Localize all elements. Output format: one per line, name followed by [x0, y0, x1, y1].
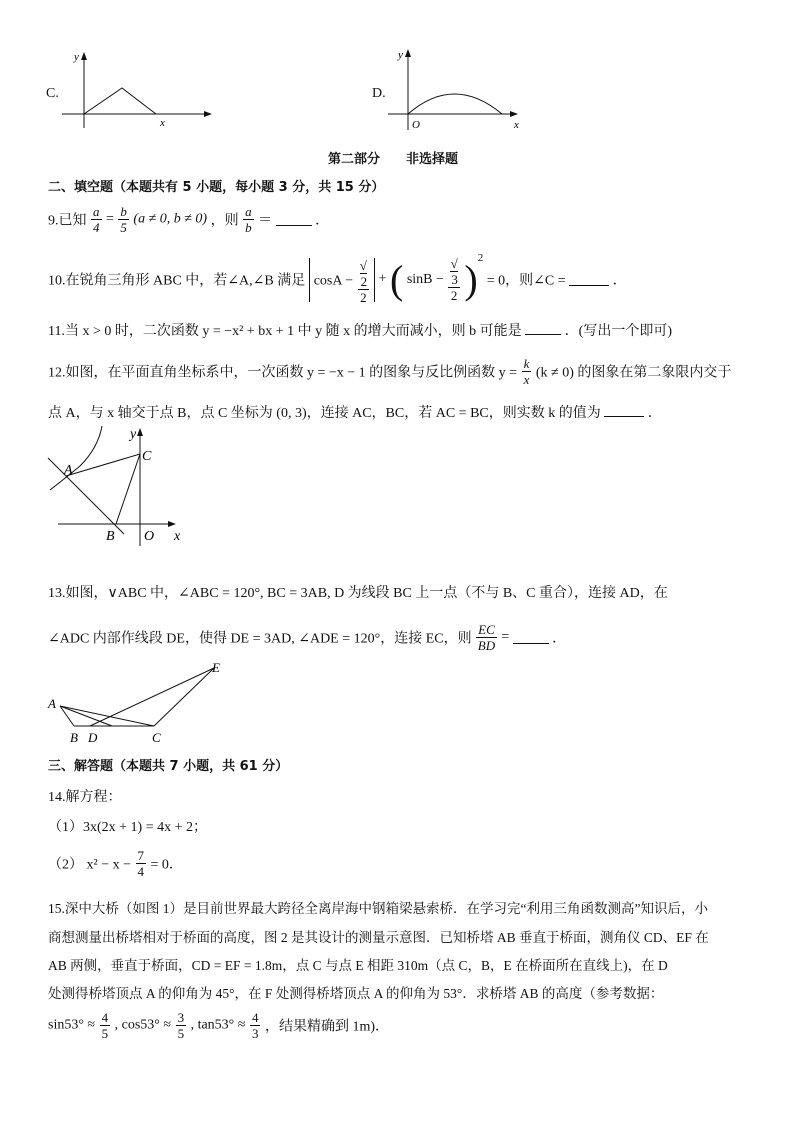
q15-line4: 处测得桥塔顶点 A 的仰角为 45°，在 F 处测得桥塔顶点 A 的仰角为 53°．求桥塔 AB 的高度（参考数据：	[48, 986, 664, 1001]
q9-condition: (a ≠ 0, b ≠ 0)	[133, 211, 208, 227]
point-a-label: A	[64, 463, 73, 478]
q10-paren-expression: sinB − √ 3 2	[406, 256, 458, 303]
part2-title: 第二部分 非选择题	[328, 152, 459, 167]
y-axis-label: y	[398, 49, 403, 61]
q10-prefix: 10.在锐角三角形 ABC 中，若∠A,∠B 满足	[48, 273, 306, 289]
q11-text: 11.当 x > 0 时，二次函数 y = −x² + bx + 1 中 y 随 x 的增大而减小，则 b 可能是	[48, 324, 522, 339]
origin-label: O	[144, 529, 155, 544]
point-c-label: C	[152, 730, 161, 745]
option-c-graph	[60, 50, 220, 130]
q13-line1: 13.如图，∨ABC 中，∠ABC = 120°, BC = 3AB, D 为线段 BC 上一点（不与 B、C 重合），连接 AD，在	[48, 586, 668, 601]
q14-title: 14.解方程：	[48, 790, 122, 805]
q15-frac-3-5: $\frac{3}{5}$	[177, 1010, 185, 1041]
q9-suffix: ＝	[258, 213, 273, 229]
q12-line1b: (k ≠ 0) 的图象在第二象限内交于	[535, 365, 732, 381]
q13-figure	[44, 660, 234, 746]
y-axis-label: y	[130, 427, 137, 442]
q10-suffix: = 0，则∠C =	[486, 273, 566, 289]
q10-answer-blank[interactable]	[569, 273, 609, 286]
q15-frac-4-3: $\frac{4}{3}$	[251, 1010, 259, 1041]
q15-frac-4-5: $\frac{4}{5}$	[101, 1010, 109, 1041]
option-d-label: D.	[372, 86, 386, 101]
q13-answer-blank[interactable]	[513, 631, 549, 644]
q9-prefix: 9.已知	[48, 213, 87, 229]
q12-frac-kx: $\frac{k}{x}$	[523, 356, 530, 387]
option-c-label: C.	[46, 86, 59, 101]
point-b-label: B	[106, 529, 115, 544]
q15-line5: sin53° ≈ $\frac{4}{5}$ , cos53° ≈ $\frac{3}{5}$ , tan53° ≈ $\frac{4}{3}$ ，结果精确到 1m)．	[48, 1010, 390, 1041]
x-axis-label: x	[174, 529, 181, 544]
y-axis-label: y	[74, 51, 79, 63]
point-a-label: A	[48, 696, 56, 711]
origin-label: O	[412, 119, 420, 131]
q14-part2: （2） x² − x − $\frac{7}{4}$ = 0．	[48, 848, 183, 879]
q15-line3: AB 两侧，垂直于桥面，CD = EF = 1.8m，点 C 与点 E 相距 310m（点 C，B，E 在桥面所在直线上)，在 D	[48, 958, 668, 973]
point-e-label: E	[212, 660, 220, 675]
q13-frac-ec-bd: $\frac{EC}{BD}$	[477, 622, 496, 653]
q14-part1: （1）3x(2x + 1) = 4x + 2；	[48, 820, 208, 835]
q9-frac-ab: $\frac{a}{b}$	[245, 204, 252, 235]
q9: 9.已知 $\frac{a}{4}$ = $\frac{b}{5}$ (a ≠ 0, b ≠ 0) ，则 $\frac{a}{b}$ ＝ ．	[48, 204, 330, 235]
q10: 10.在锐角三角形 ABC 中，若∠A,∠B 满足 cosA − √ 2 2 + ( sinB − √ 3 2 )$^2$ = 0，则∠C = ．	[48, 252, 627, 305]
q9-frac-a4: $\frac{a}{4}$	[93, 204, 100, 235]
q10-abs-expression: cosA − √ 2 2	[309, 258, 375, 302]
section2-heading: 二、填空题（本题共有 5 小题，每小题 3 分，共 15 分）	[48, 180, 385, 195]
q14-frac-7-4: $\frac{7}{4}$	[137, 848, 144, 879]
q13-line2: ∠ADC 内部作线段 DE，使得 DE = 3AD, ∠ADE = 120°，连接 EC，则 $\frac{EC}{BD}$ = ．	[48, 622, 567, 653]
point-d-label: D	[88, 730, 98, 745]
q12-figure	[44, 426, 194, 550]
q9-mid: ，则	[210, 213, 239, 229]
section3-heading: 三、解答题（本题共 7 小题，共 61 分）	[48, 759, 289, 774]
q15-line2: 商想测量出桥塔相对于桥面的高度，图 2 是其设计的测量示意图．已知桥塔 AB 垂直于桥面，测角仪 CD、EF 在	[48, 930, 709, 945]
q11-answer-blank[interactable]	[525, 322, 561, 335]
q12-answer-blank[interactable]	[604, 404, 644, 417]
q12-line1	[48, 356, 731, 387]
q11: 11.当 x > 0 时，二次函数 y = −x² + bx + 1 中 y 随 x 的增大而减小，则 b 可能是 ．(写出一个即可)	[48, 324, 672, 339]
x-axis-label: x	[514, 119, 519, 131]
point-c-label: C	[142, 449, 152, 464]
q12-line2: 点 A，与 x 轴交于点 B，点 C 坐标为 (0, 3)，连接 AC，BC，若 AC = BC，则实数 k 的值为 ．	[48, 406, 662, 421]
q9-frac-b5: $\frac{b}{5}$	[120, 204, 127, 235]
option-d-graph	[386, 46, 546, 132]
point-b-label: B	[70, 730, 78, 745]
q12-line1a: 12.如图，在平面直角坐标系中，一次函数 y = −x − 1 的图象与反比例函数 y =	[48, 365, 518, 381]
q9-answer-blank[interactable]	[276, 213, 312, 226]
x-axis-label: x	[160, 117, 165, 129]
q15-line1: 15.深中大桥（如图 1）是目前世界最大跨径全离岸海中钢箱梁悬索桥．在学习完“利用三角函数测高”知识后，小	[48, 901, 708, 916]
